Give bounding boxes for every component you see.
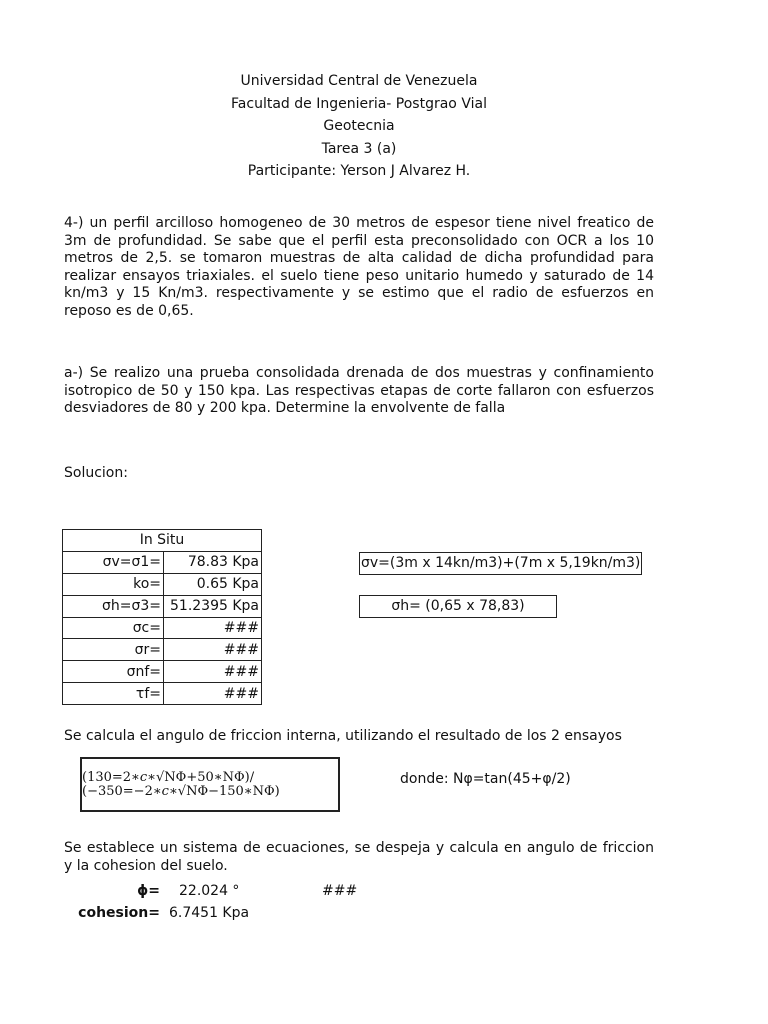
cohesion-label: cohesion= — [78, 905, 160, 921]
table-row — [63, 639, 262, 661]
table-row — [63, 683, 262, 705]
course-name: Geotecnia — [323, 118, 395, 134]
assignment-title: Tarea 3 (a) — [321, 140, 397, 157]
insitu-title: In Situ — [63, 530, 262, 552]
table-row — [63, 551, 262, 573]
sigma-r-value: ### — [164, 639, 262, 661]
sigma-nf-label: σnf= — [63, 661, 164, 683]
phi-value: 22.024 ° — [179, 883, 240, 899]
phi-extra-value: ### — [322, 883, 358, 899]
sigma-h-formula-box: σh= (0,65 x 78,83) — [359, 595, 557, 618]
cohesion-value: 6.7451 Kpa — [169, 905, 250, 921]
friction-angle-text: Se calcula el angulo de friccion interna, utilizando el resultado de los 2 ensayos — [64, 728, 622, 744]
document-header — [0, 70, 718, 183]
problem-statement: 4-) un perfil arcilloso homogeneo de 30 metros de espesor tiene nivel freatico de 3m de profundidad. Se sabe que el perfil esta preconsolidado con OCR a los 10 metros de 2,5. se tomaron muestras de alta calidad de dicha profundidad para realizar ensayos triaxiales. el suelo tiene peso unitario humedo y saturado de 14 kn/m3 y 15 Kn/m3. respectivamente y se estimo que el radio de esfuerzos en reposo es de 0,65. — [64, 215, 654, 319]
system-of-equations-text: Se establece un sistema de ecuaciones, se despeja y calcula en angulo de friccion y la cohesion del suelo. — [64, 840, 654, 874]
faculty-name: Facultad de Ingenieria- Postgrao Vial — [231, 95, 487, 112]
participant-name: Participante: Yerson J Alvarez H. — [247, 163, 471, 179]
sigma-h-label: σh=σ3= — [63, 595, 164, 617]
phi-label: ϕ= — [137, 883, 160, 899]
insitu-table-header — [63, 530, 262, 552]
table-row — [63, 573, 262, 595]
equation-box — [80, 757, 340, 812]
sigma-c-label: σc= — [63, 617, 164, 639]
sigma-v-value: 78.83 Kpa — [164, 551, 262, 573]
donde-definition: donde: Nφ=tan(45+φ/2) — [400, 771, 571, 787]
part-a-statement: a-) Se realizo una prueba consolidada drenada de dos muestras y confinamiento isotropico de 50 y 150 kpa. Las respectivas etapas de corte fallaron con esfuerzos desviadores de 80 y 200 kpa. Determine la envolvente de falla — [64, 365, 654, 417]
table-row — [63, 661, 262, 683]
equation-line-1: (130=2∗𝑐∗√NΦ+50∗NΦ)/ — [82, 770, 255, 785]
insitu-table — [62, 529, 262, 705]
university-name: Universidad Central de Venezuela — [240, 73, 478, 89]
table-row — [63, 617, 262, 639]
sigma-v-formula-box: σv=(3m x 14kn/m3)+(7m x 5,19kn/m3) — [359, 552, 642, 575]
sigma-c-value: ### — [164, 617, 262, 639]
sigma-r-label: σr= — [63, 639, 164, 661]
sigma-v-label: σv=σ1= — [63, 551, 164, 573]
ko-value: 0.65 Kpa — [164, 573, 262, 595]
sigma-h-value: 51.2395 Kpa — [164, 595, 262, 617]
equation-line-2: (−350=−2∗𝑐∗√NΦ−150∗NΦ) — [82, 784, 280, 799]
sigma-nf-value: ### — [164, 661, 262, 683]
tau-f-label: τf= — [63, 683, 164, 705]
tau-f-value: ### — [164, 683, 262, 705]
solution-label: Solucion: — [64, 465, 128, 481]
ko-label: ko= — [63, 573, 164, 595]
table-row — [63, 595, 262, 617]
